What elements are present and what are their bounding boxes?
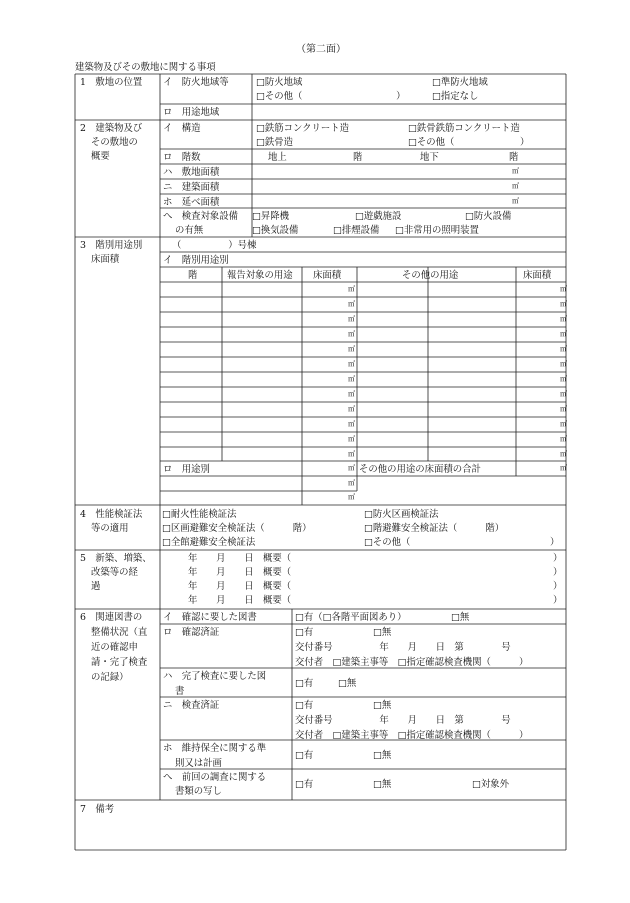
s5-history-row: 年 月 日 概要（ bbox=[188, 581, 292, 592]
s2-ha-unit: ㎡ bbox=[512, 167, 519, 175]
s6-i-no[interactable]: □無 bbox=[451, 612, 470, 623]
s3-row-unit: ㎡ bbox=[560, 300, 567, 308]
s6-ni-issue-no: 交付番号 年 月 日 第 号 bbox=[295, 715, 511, 726]
s6-he-label-1: へ 前回の調査に関する bbox=[163, 772, 267, 783]
s3-col-use: 報告対象の用途 bbox=[227, 270, 293, 281]
s5-history-row: 年 月 日 概要（ bbox=[188, 595, 292, 606]
s1-opt-junbouka[interactable]: □準防火地域 bbox=[432, 77, 488, 88]
s3-row-unit: ㎡ bbox=[560, 360, 567, 368]
s3-ro-total-label: その他の用途の床面積の合計 bbox=[359, 464, 481, 475]
s3-row-unit: ㎡ bbox=[560, 345, 567, 353]
s3-col-area-2: 床面積 bbox=[523, 270, 552, 281]
s6-ni-label: ニ 検査済証 bbox=[163, 700, 220, 711]
s3-row-unit: ㎡ bbox=[348, 420, 355, 428]
s2-ha-label: ハ 敷地面積 bbox=[163, 167, 220, 178]
s2-ni-unit: ㎡ bbox=[512, 182, 519, 190]
s2-ni-label: ニ 建築面積 bbox=[163, 182, 220, 193]
s1-opt-other[interactable]: □その他（ ） bbox=[256, 91, 406, 102]
s3-row-unit: ㎡ bbox=[560, 450, 567, 458]
s2-he-smoke[interactable]: □排煙設備 bbox=[333, 225, 380, 236]
s2-ho-label: ホ 延べ面積 bbox=[163, 197, 220, 208]
s6-i-label: イ 確認に要した図書 bbox=[163, 612, 257, 623]
s7-label: 7 備考 bbox=[80, 804, 115, 815]
s2-below: 地下 bbox=[420, 152, 439, 163]
s6-ha-label-2: 書 bbox=[175, 686, 185, 697]
s6-label-5: の記録） bbox=[91, 672, 129, 683]
s3-label-1: 3 階別用途別 bbox=[80, 240, 143, 251]
s3-row-unit: ㎡ bbox=[348, 360, 355, 368]
s6-ro-label: ロ 確認済証 bbox=[163, 627, 220, 638]
s6-ho-yes[interactable]: □有 bbox=[295, 750, 314, 761]
s2-he-amusement[interactable]: □遊戯施設 bbox=[355, 211, 402, 222]
s3-ro-unit: ㎡ bbox=[348, 493, 355, 501]
s6-label-3: 近の確認申 bbox=[91, 642, 138, 653]
s3-row-unit: ㎡ bbox=[348, 330, 355, 338]
s3-ro-label: ロ 用途別 bbox=[163, 464, 210, 475]
s4-opt-floor-evac[interactable]: □階避難安全検証法（ 階） bbox=[364, 523, 505, 534]
s1-i-label: イ 防火地域等 bbox=[163, 77, 229, 88]
s3-row-unit: ㎡ bbox=[348, 300, 355, 308]
s2-ho-unit: ㎡ bbox=[512, 197, 519, 205]
s1-ro-label: ロ 用途地域 bbox=[163, 107, 220, 118]
s2-he-ventilation[interactable]: □換気設備 bbox=[252, 225, 299, 236]
s3-row-unit: ㎡ bbox=[348, 345, 355, 353]
s3-row-unit: ㎡ bbox=[560, 315, 567, 323]
s6-he-no[interactable]: □無 bbox=[373, 779, 392, 790]
s3-row-unit: ㎡ bbox=[560, 375, 567, 383]
s3-row-unit: ㎡ bbox=[348, 435, 355, 443]
s3-ro-unit: ㎡ bbox=[560, 464, 567, 472]
s2-label-3: 概要 bbox=[91, 151, 110, 162]
s6-label-4: 請・完了検査 bbox=[91, 657, 148, 668]
s3-row-unit: ㎡ bbox=[348, 390, 355, 398]
s3-i-label: イ 階別用途別 bbox=[163, 255, 229, 266]
s3-row-unit: ㎡ bbox=[348, 405, 355, 413]
s5-label-2: 改築等の経 bbox=[91, 567, 138, 578]
s3-row-unit: ㎡ bbox=[348, 285, 355, 293]
s1-opt-bouka[interactable]: □防火地域 bbox=[256, 77, 303, 88]
s3-row-unit: ㎡ bbox=[560, 285, 567, 293]
s2-label-2: その敷地の bbox=[91, 137, 138, 148]
s1-label: 1 敷地の位置 bbox=[80, 77, 143, 88]
s3-col-area: 床面積 bbox=[313, 270, 342, 281]
s6-ro-issuer: 交付者 □建築主事等 □指定確認検査機関（ ） bbox=[295, 657, 529, 668]
s1-opt-none[interactable]: □指定なし bbox=[432, 91, 479, 102]
s2-he-label-2: の有無 bbox=[175, 225, 204, 236]
s6-label-1: 6 関連図書の bbox=[80, 612, 143, 623]
s5-paren-close: ） bbox=[553, 553, 563, 564]
s3-label-2: 床面積 bbox=[91, 254, 120, 265]
s6-he-label-2: 書類の写し bbox=[175, 786, 222, 797]
s6-he-yes[interactable]: □有 bbox=[295, 779, 314, 790]
s5-label-1: 5 新築、増築、 bbox=[80, 553, 152, 564]
s2-he-elevator[interactable]: □昇降機 bbox=[252, 211, 289, 222]
s6-ha-label-1: ハ 完了検査に要した図 bbox=[163, 671, 267, 682]
s6-ni-issuer: 交付者 □建築主事等 □指定確認検査機関（ ） bbox=[295, 730, 529, 741]
s2-kai-1: 階 bbox=[353, 152, 363, 163]
s3-col-floor: 階 bbox=[188, 270, 198, 281]
section-title: 建築物及びその敷地に関する事項 bbox=[75, 62, 216, 73]
s3-row-unit: ㎡ bbox=[348, 315, 355, 323]
s6-i-yes[interactable]: □有（□各階平面図あり） bbox=[295, 612, 407, 623]
s6-ro-issue-no: 交付番号 年 月 日 第 号 bbox=[295, 642, 511, 653]
s6-ho-no[interactable]: □無 bbox=[373, 750, 392, 761]
s2-he-firedoor[interactable]: □防火設備 bbox=[465, 211, 512, 222]
s3-ro-unit: ㎡ bbox=[348, 464, 355, 472]
s2-ro-label: ロ 階数 bbox=[163, 152, 201, 163]
s3-col-other-use: その他の用途 bbox=[402, 270, 459, 281]
s3-building-no: （ ）号棟 bbox=[172, 240, 257, 251]
s6-ho-label-1: ホ 維持保全に関する準 bbox=[163, 743, 267, 754]
s2-opt-other[interactable]: □その他（ ） bbox=[408, 137, 530, 148]
s3-row-unit: ㎡ bbox=[348, 450, 355, 458]
s2-opt-rc[interactable]: □鉄筋コンクリート造 bbox=[256, 123, 350, 134]
s4-opt-other[interactable]: □その他（ bbox=[364, 537, 411, 548]
s5-label-3: 過 bbox=[91, 581, 101, 592]
s4-opt-fireproof[interactable]: □耐火性能検証法 bbox=[162, 509, 237, 520]
s6-ni-yes[interactable]: □有 bbox=[295, 700, 314, 711]
s6-ha-yes[interactable]: □有 bbox=[295, 678, 314, 689]
s5-history-row: 年 月 日 概要（ bbox=[188, 567, 292, 578]
page-heading: （第二面） bbox=[296, 44, 346, 55]
s4-opt-area-evac[interactable]: □区画避難安全検証法（ 階） bbox=[162, 523, 312, 534]
s6-ho-label-2: 則又は計画 bbox=[175, 758, 222, 769]
s3-row-unit: ㎡ bbox=[560, 420, 567, 428]
s6-ro-yes[interactable]: □有 bbox=[295, 627, 314, 638]
s4-paren-close: ） bbox=[550, 537, 560, 548]
s2-label-1: 2 建築物及び bbox=[80, 123, 143, 134]
s6-ha-no[interactable]: □無 bbox=[338, 678, 357, 689]
s5-paren-close: ） bbox=[553, 567, 563, 578]
s2-he-emergency-light[interactable]: □非常用の照明装置 bbox=[395, 225, 479, 236]
s2-opt-s[interactable]: □鉄骨造 bbox=[256, 137, 293, 148]
s5-paren-close: ） bbox=[553, 581, 563, 592]
s5-history-row: 年 月 日 概要（ bbox=[188, 553, 292, 564]
s3-row-unit: ㎡ bbox=[560, 435, 567, 443]
s2-i-label: イ 構造 bbox=[163, 123, 201, 134]
s2-kai-2: 階 bbox=[509, 152, 519, 163]
s4-opt-building-evac[interactable]: □全館避難安全検証法 bbox=[162, 537, 256, 548]
s5-paren-close: ） bbox=[553, 595, 563, 606]
s2-opt-src[interactable]: □鉄骨鉄筋コンクリート造 bbox=[408, 123, 520, 134]
s6-label-2: 整備状況（直 bbox=[91, 627, 148, 638]
s6-he-na[interactable]: □対象外 bbox=[472, 779, 509, 790]
s3-row-unit: ㎡ bbox=[560, 405, 567, 413]
s6-ni-no[interactable]: □無 bbox=[373, 700, 392, 711]
s3-row-unit: ㎡ bbox=[560, 330, 567, 338]
s3-row-unit: ㎡ bbox=[560, 390, 567, 398]
s4-label-1: 4 性能検証法 bbox=[80, 509, 143, 520]
s3-row-unit: ㎡ bbox=[348, 375, 355, 383]
s2-he-label-1: へ 検査対象設備 bbox=[163, 211, 239, 222]
s6-ro-no[interactable]: □無 bbox=[373, 627, 392, 638]
s3-ro-unit: ㎡ bbox=[348, 479, 355, 487]
s4-opt-compartment[interactable]: □防火区画検証法 bbox=[364, 509, 439, 520]
s2-above: 地上 bbox=[268, 152, 287, 163]
s4-label-2: 等の適用 bbox=[91, 523, 129, 534]
